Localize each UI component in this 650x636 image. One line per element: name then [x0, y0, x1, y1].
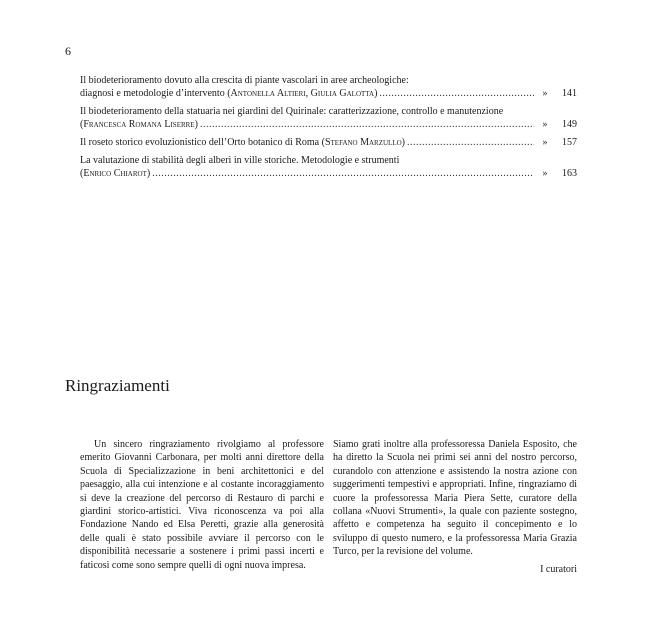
toc-entry-authors: Francesca Romana Liserre	[83, 119, 195, 130]
toc-entry-title: Il biodeterioramento della statuaria nei giardini del Quirinale: caratterizzazione, controllo e manutenzione	[80, 106, 504, 117]
dot-leader	[152, 167, 534, 180]
section-title: Ringraziamenti	[65, 376, 170, 395]
acknowledgements-body	[80, 438, 577, 576]
toc-entry[interactable]	[80, 74, 577, 100]
toc-entry-page: 163	[562, 168, 577, 179]
toc-entry-title: (	[80, 119, 84, 130]
page-marker: »	[542, 137, 548, 148]
toc-entry-page: 149	[562, 119, 577, 130]
toc-entry-authors: Antonella Altieri, Giulia Galotta	[230, 88, 375, 99]
toc-entry-title: Il roseto storico evoluzionistico dell’Orto botanico di Roma (	[80, 137, 325, 148]
signature: I curatori	[540, 563, 577, 575]
dot-leader	[379, 87, 534, 100]
toc-entry[interactable]	[80, 105, 577, 131]
toc-entry-close: )	[374, 88, 378, 99]
toc-entry[interactable]	[80, 154, 577, 180]
toc-entry-title: La valutazione di stabilità degli alberi in ville storiche. Metodologie e strumenti	[80, 155, 400, 166]
toc-entry-authors: Enrico Chiarot	[83, 168, 147, 179]
column-right	[333, 438, 577, 576]
page-marker: »	[542, 168, 548, 179]
dot-leader	[407, 136, 534, 149]
page-marker: »	[542, 119, 548, 130]
toc-entry-title: (	[80, 168, 84, 179]
toc-entry-page: 141	[562, 88, 577, 99]
paragraph-left: Un sincero ringraziamento rivolgiamo al professore emerito Giovanni Carbonara, per molti anni direttore della Scuola di Specializzazione in beni architettonici e del paesaggio, alla cui intenzione e al costante incoraggiamento si deve la creazione del percorso di Restauro di parchi e giardini storico-artistici. Viva riconoscenza va poi alla Fondazione Nando ed Elsa Peretti, grazie alla generosità delle quali è stato possibile avviare il percorso con le disponibilità necessarie a sostenere i primi passi incerti e faticosi come sono sempre quelli di ogni nuova impresa.	[80, 439, 324, 571]
toc-entry-close: )	[194, 119, 198, 130]
toc-entry-page: 157	[562, 137, 577, 148]
page-number: 6	[65, 44, 71, 58]
column-left	[80, 438, 324, 576]
page-marker: »	[542, 88, 548, 99]
toc-entry-title: Il biodeterioramento dovuto alla crescita di piante vascolari in aree archeologiche:	[80, 75, 409, 86]
toc-entry-authors: Stefano Marzullo	[324, 137, 402, 148]
paragraph-right: Siamo grati inoltre alla professoressa Daniela Esposito, che ha diretto la Scuola nei primi sei anni del nostro percorso, curandolo con attenzione e assistendo la nostra azione con suggerimenti tempestivi e appropriati. Infine, ringraziamo di cuore la professoressa Maria Piera Sette, curatore della collana «Nuovi Strumenti», la quale con paziente sostegno, affetto e competenza ha seguito il concepimento e lo sviluppo di questo numero, e la professoressa Maria Grazia Turco, per la revisione del volume.	[333, 439, 577, 558]
toc-entry-close: )	[401, 137, 406, 148]
dot-leader	[200, 118, 534, 131]
toc-entry[interactable]	[80, 136, 577, 149]
toc-entry-close: )	[146, 168, 151, 179]
table-of-contents	[80, 74, 577, 185]
toc-entry-title: diagnosi e metodologie d’intervento (	[80, 88, 231, 99]
